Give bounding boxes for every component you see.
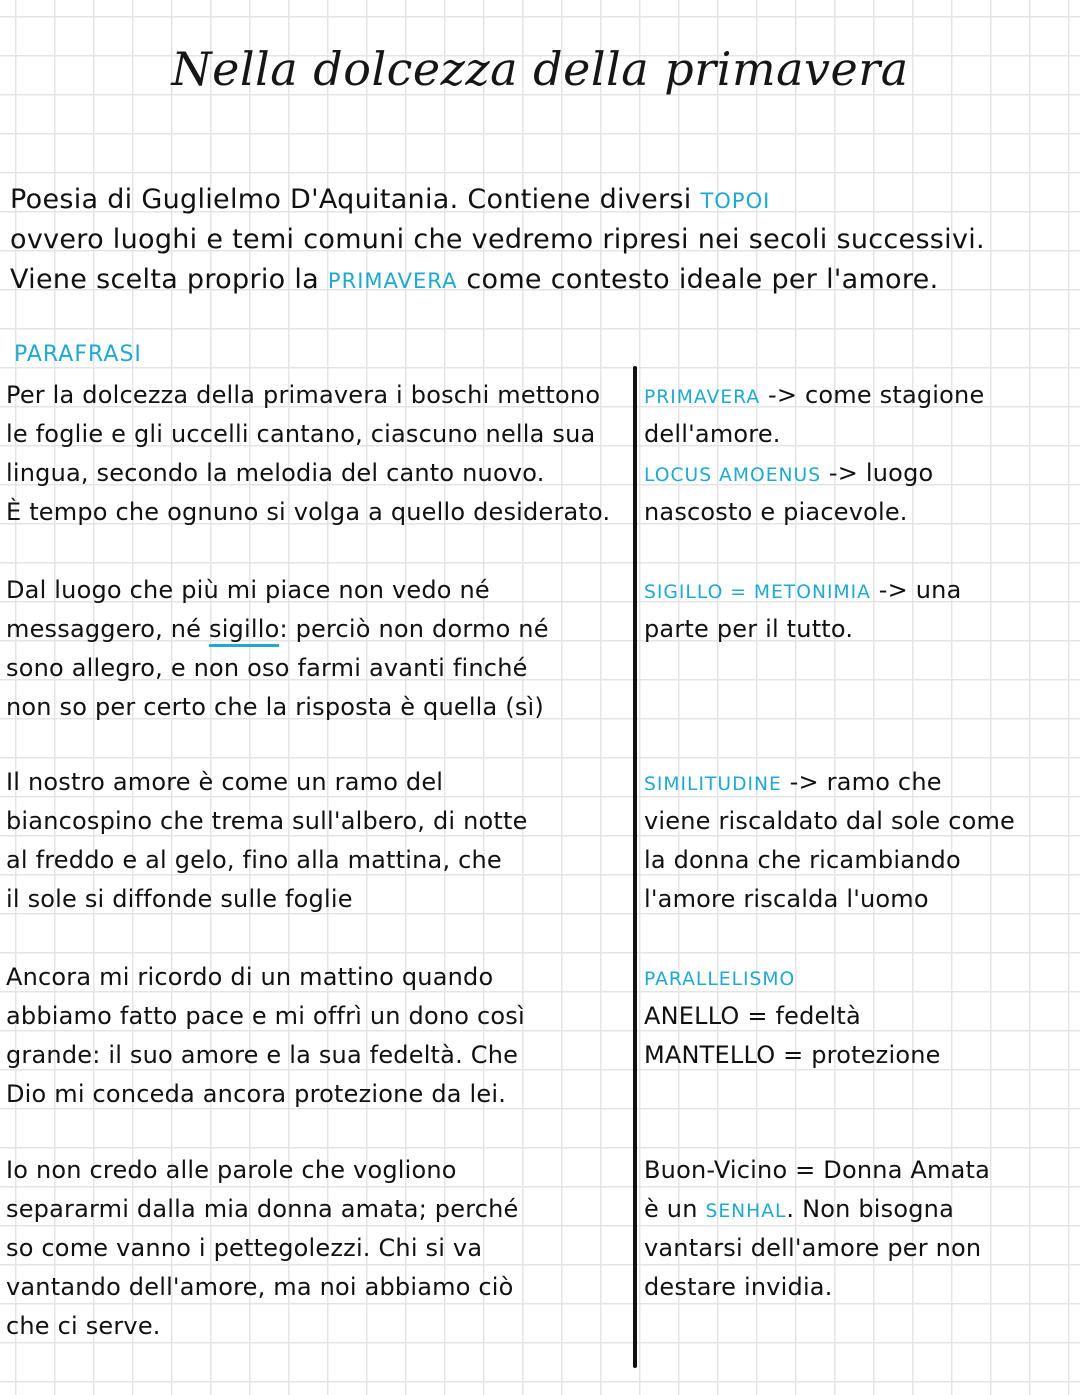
note-block-2 xyxy=(644,571,1074,649)
note-line xyxy=(644,1190,1074,1229)
paraphrase-line: Dal luogo che più mi piace non vedo né xyxy=(6,576,490,604)
keyword-sigillo-metonimia: SIGILLO = METONIMIA xyxy=(644,582,871,603)
note-line: viene riscaldato dal sole come xyxy=(644,807,1016,835)
keyword-similitudine: SIMILITUDINE xyxy=(644,774,782,795)
paraphrase-line: È tempo che ognuno si volga a quello desiderato. xyxy=(6,498,611,526)
note-line xyxy=(644,376,1074,415)
keyword-locus-amoenus: LOCUS AMOENUS xyxy=(644,465,822,486)
paraphrase-line: separarmi dalla mia donna amata; perché xyxy=(6,1195,519,1223)
intro-line xyxy=(10,180,1075,220)
paraphrase-line: Per la dolcezza della primavera i boschi mettono xyxy=(6,381,601,409)
paraphrase-line: Ancora mi ricordo di un mattino quando xyxy=(6,963,494,991)
keyword-topoi: TOPOI xyxy=(700,188,771,213)
paraphrase-line: vantando dell'amore, ma noi abbiamo ciò xyxy=(6,1273,514,1301)
intro-text: Poesia di Guglielmo D'Aquitania. Contiene diversi xyxy=(10,184,701,215)
paraphrase-block-1 xyxy=(6,376,628,532)
note-block-1 xyxy=(644,376,1074,532)
note-block-5 xyxy=(644,1151,1074,1307)
intro-text: Viene scelta proprio la xyxy=(10,264,328,295)
note-line: ANELLO = fedeltà xyxy=(644,1002,861,1030)
note-line xyxy=(644,454,1074,493)
paraphrase-line: al freddo e al gelo, fino alla mattina, che xyxy=(6,846,502,874)
paraphrase-block-4 xyxy=(6,958,628,1114)
note-text: è un xyxy=(644,1195,706,1223)
paraphrase-line: sono allegro, e non oso farmi avanti finché xyxy=(6,654,528,682)
paraphrase-block-3 xyxy=(6,763,628,919)
note-line: la donna che ricambiando xyxy=(644,846,961,874)
paraphrase-line: non so per certo che la risposta è quella (sì) xyxy=(6,693,544,721)
note-text: -> luogo xyxy=(821,459,934,487)
note-line xyxy=(644,763,1074,802)
note-line: parte per il tutto. xyxy=(644,615,854,643)
paraphrase-line: il sole si diffonde sulle foglie xyxy=(6,885,353,913)
keyword-parallelismo: PARALLELISMO xyxy=(644,969,796,990)
paraphrase-line: grande: il suo amore e la sua fedeltà. Che xyxy=(6,1041,519,1069)
note-text: -> come stagione xyxy=(760,381,985,409)
keyword-senhal: SENHAL xyxy=(705,1201,787,1222)
paraphrase-line: lingua, secondo la melodia del canto nuovo. xyxy=(6,459,545,487)
paraphrase-line: Il nostro amore è come un ramo del xyxy=(6,768,444,796)
intro-text: come contesto ideale per l'amore. xyxy=(457,264,939,295)
note-line xyxy=(644,571,1074,610)
paraphrase-line: le foglie e gli uccelli cantano, ciascuno nella sua xyxy=(6,420,596,448)
paraphrase-line: so come vanno i pettegolezzi. Chi si va xyxy=(6,1234,483,1262)
note-text: -> ramo che xyxy=(781,768,942,796)
note-block-3 xyxy=(644,763,1074,919)
note-line: Buon-Vicino = Donna Amata xyxy=(644,1156,991,1184)
intro-paragraph xyxy=(10,180,1075,300)
column-divider xyxy=(633,366,637,1368)
paraphrase-line: biancospino che trema sull'albero, di notte xyxy=(6,807,528,835)
page-title: Nella dolcezza della primavera xyxy=(171,42,909,96)
note-text: -> una xyxy=(870,576,962,604)
paraphrase-line: Dio mi conceda ancora protezione da lei. xyxy=(6,1080,507,1108)
keyword-primavera-note: PRIMAVERA xyxy=(644,387,761,408)
note-line: l'amore riscalda l'uomo xyxy=(644,885,929,913)
paraphrase-line: abbiamo fatto pace e mi offrì un dono così xyxy=(6,1002,525,1030)
note-line: MANTELLO = protezione xyxy=(644,1041,941,1069)
paraphrase-block-5 xyxy=(6,1151,628,1346)
underlined-word-sigillo: sigillo xyxy=(209,615,280,647)
paraphrase-line xyxy=(6,610,628,649)
note-line: nascosto e piacevole. xyxy=(644,498,908,526)
paraphrase-line: che ci serve. xyxy=(6,1312,161,1340)
note-line: dell'amore. xyxy=(644,420,781,448)
paraphrase-text: : perciò non dormo né xyxy=(279,615,549,643)
paraphrase-line: Io non credo alle parole che vogliono xyxy=(6,1156,457,1184)
paraphrase-text: messaggero, né xyxy=(6,615,209,643)
intro-line: ovvero luoghi e temi comuni che vedremo ripresi nei secoli successivi. xyxy=(10,224,985,255)
note-line: vantarsi dell'amore per non xyxy=(644,1234,982,1262)
intro-line xyxy=(10,260,1075,300)
note-line: destare invidia. xyxy=(644,1273,833,1301)
paraphrase-block-2 xyxy=(6,571,628,727)
note-line xyxy=(644,958,1074,997)
parafrasi-heading: PARAFRASI xyxy=(14,342,142,367)
note-block-4 xyxy=(644,958,1074,1075)
note-text: . Non bisogna xyxy=(786,1195,954,1223)
keyword-primavera: PRIMAVERA xyxy=(327,268,458,293)
